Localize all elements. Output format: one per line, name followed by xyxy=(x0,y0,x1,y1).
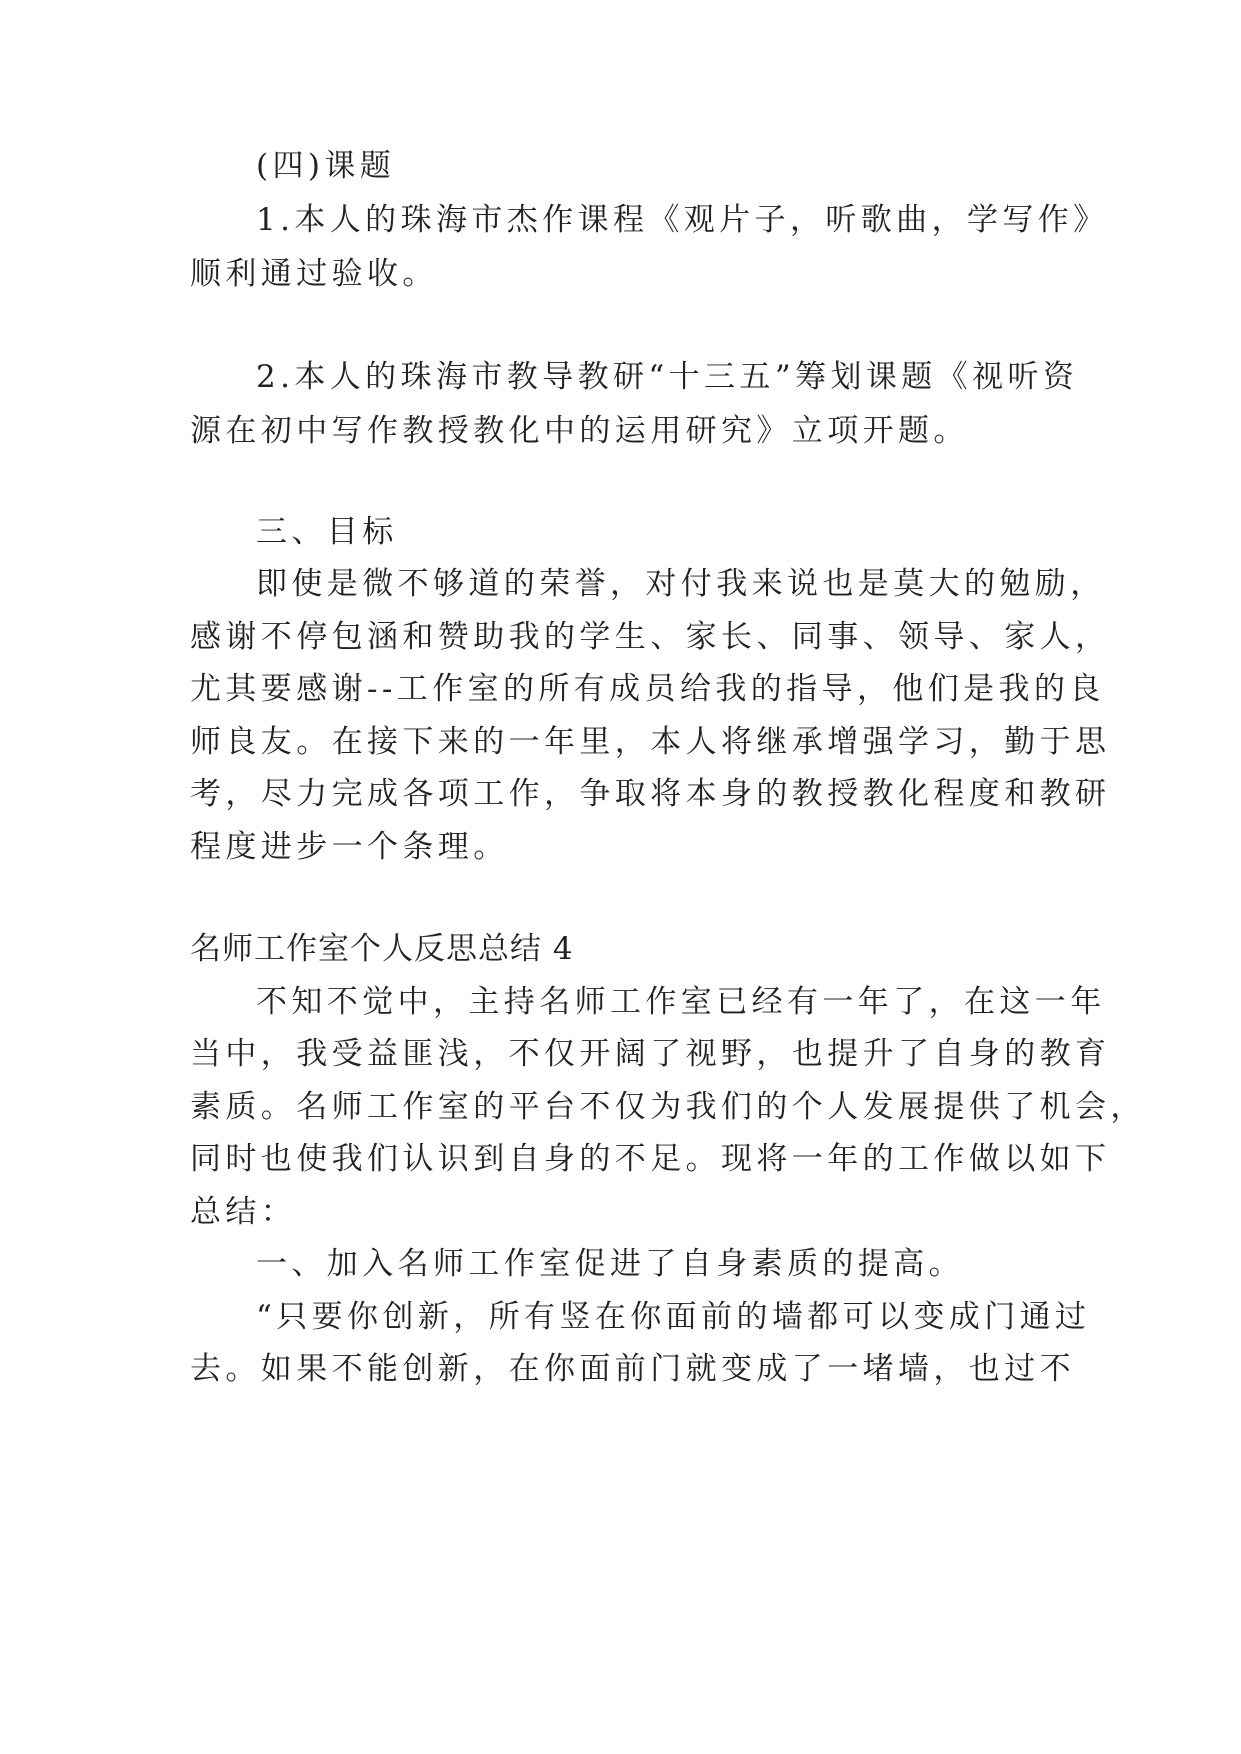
topic-item-1-line-1: 1.本人的珠海市杰作课程《观片子，听歌曲，学写作》 xyxy=(256,202,1109,238)
goal-paragraph-line-5: 考，尽力完成各项工作，争取将本身的教授教化程度和教研 xyxy=(190,776,1111,812)
part-1-heading: 一、加入名师工作室促进了自身素质的提高。 xyxy=(256,1246,964,1282)
topic-item-1-line-2: 顺利通过验收。 xyxy=(190,256,438,292)
topic-item-2-line-1: 2.本人的珠海市教导教研“十三五”筹划课题《视听资 xyxy=(256,359,1079,395)
topic-item-2-line-2: 源在初中写作教授教化中的运用研究》立项开题。 xyxy=(190,413,969,449)
goal-paragraph-line-1: 即使是微不够道的荣誉，对付我来说也是莫大的勉励， xyxy=(256,566,1106,602)
quote-paragraph-line-1: “只要你创新，所有竖在你面前的墙都可以变成门通过 xyxy=(256,1299,1091,1335)
subsection-heading-topics: (四)课题 xyxy=(256,148,396,184)
goal-paragraph-line-2: 感谢不停包涵和赞助我的学生、家长、同事、领导、家人， xyxy=(190,619,1111,655)
goal-paragraph-line-6: 程度进步一个条理。 xyxy=(190,829,509,865)
goal-paragraph-line-4: 师良友。在接下来的一年里，本人将继承增强学习，勤于思 xyxy=(190,724,1111,760)
intro-paragraph-line-4: 同时也使我们认识到自身的不足。现将一年的工作做以如下 xyxy=(190,1141,1111,1177)
goal-heading: 三、目标 xyxy=(256,514,398,550)
intro-paragraph-line-1: 不知不觉中，主持名师工作室已经有一年了，在这一年 xyxy=(256,984,1106,1020)
quote-paragraph-line-2: 去。如果不能创新，在你面前门就变成了一堵墙，也过不 xyxy=(190,1351,1075,1387)
section-title: 名师工作室个人反思总结 4 xyxy=(190,931,574,967)
intro-paragraph-line-5: 总结： xyxy=(190,1194,297,1230)
intro-paragraph-line-2: 当中，我受益匪浅，不仅开阔了视野，也提升了自身的教育 xyxy=(190,1036,1111,1072)
goal-paragraph-line-3: 尤其要感谢--工作室的所有成员给我的指导，他们是我的良 xyxy=(190,671,1105,707)
intro-paragraph-line-3: 素质。名师工作室的平台不仅为我们的个人发展提供了机会， xyxy=(190,1089,1146,1125)
